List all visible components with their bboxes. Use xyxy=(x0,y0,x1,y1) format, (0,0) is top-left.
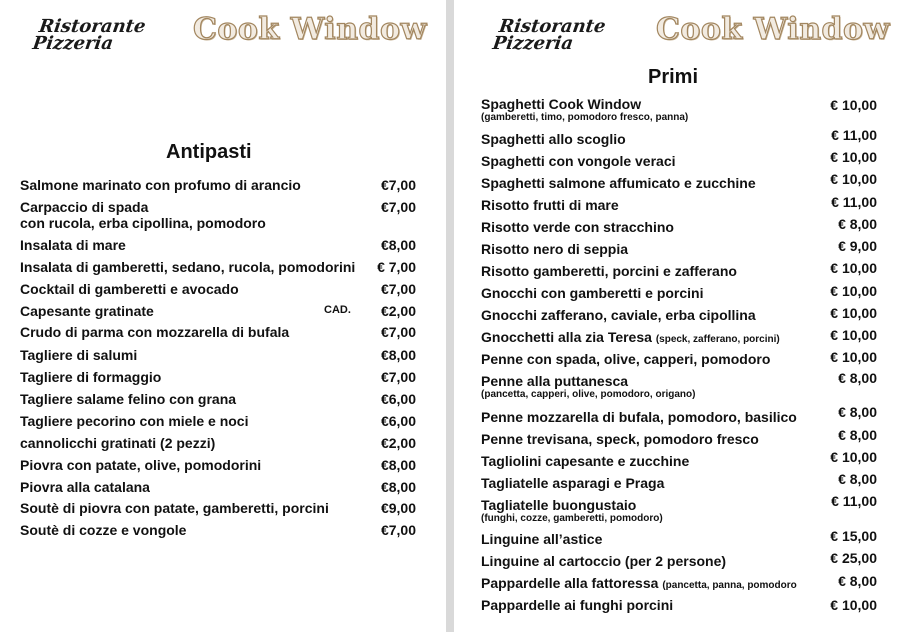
antipasti-item xyxy=(20,435,215,451)
dish-ingredients: (pancetta, panna, pomodoro xyxy=(662,580,797,591)
dish-name: cannolicchi gratinati (2 pezzi) xyxy=(20,435,216,451)
primi-item xyxy=(481,531,602,547)
primi-item xyxy=(481,373,695,401)
primi-item xyxy=(481,131,626,147)
antipasti-item xyxy=(20,522,186,538)
primi-item xyxy=(481,175,756,191)
primi-item xyxy=(481,475,664,491)
antipasti-item xyxy=(20,259,355,275)
dish-name: Tagliere salame felino con grana xyxy=(20,391,237,407)
dish-name: Spaghetti salmone affumicato e zucchine xyxy=(481,175,756,191)
dish-name: Pappardelle alla fattoressa xyxy=(481,575,659,591)
dish-name: Gnocchetti alla zia Teresa xyxy=(481,329,652,345)
primi-item xyxy=(481,285,703,301)
dish-ingredients: (pancetta, capperi, olive, pomodoro, origano) xyxy=(481,389,696,400)
dish-price: € 25,00 xyxy=(830,550,877,566)
primi-item xyxy=(481,351,770,367)
dish-name: Risotto verde con stracchino xyxy=(481,219,674,235)
dish-price: € 10,00 xyxy=(830,149,877,165)
primi-item xyxy=(481,307,756,323)
dish-price: €8,00 xyxy=(380,237,416,253)
antipasti-item xyxy=(20,391,236,407)
dish-name: Salmone marinato con profumo di arancio xyxy=(20,177,301,193)
menu-page-antipasti xyxy=(0,0,446,632)
dish-price: €7,00 xyxy=(380,281,416,297)
dish-name: Insalata di gamberetti, sedano, rucola, pomodorini xyxy=(20,259,356,275)
dish-name: Tagliatelle buongustaio xyxy=(481,497,637,513)
dish-price: €8,00 xyxy=(380,457,416,473)
dish-price: € 10,00 xyxy=(830,97,877,113)
dish-price: € 8,00 xyxy=(838,216,877,232)
primi-item xyxy=(481,553,726,569)
dish-name: Carpaccio di spada xyxy=(20,199,149,215)
dish-name: Tagliolini capesante e zucchine xyxy=(481,453,690,469)
dish-price: €2,00 xyxy=(380,435,416,451)
dish-price: €7,00 xyxy=(380,177,416,193)
dish-ingredients: (gamberetti, timo, pomodoro fresco, panna) xyxy=(481,112,689,123)
primi-item xyxy=(481,96,688,124)
brand-logo: Cook Window xyxy=(193,12,427,47)
section-title-antipasti: Antipasti xyxy=(166,141,252,163)
dish-price: €2,00 xyxy=(380,303,416,319)
dish-price: € 8,00 xyxy=(838,370,877,386)
brand-logo: Cook Window xyxy=(656,12,890,47)
dish-name: Tagliere pecorino con miele e noci xyxy=(20,413,249,429)
dish-price: € 11,00 xyxy=(831,493,877,509)
primi-item xyxy=(481,597,673,613)
dish-name: Risotto frutti di mare xyxy=(481,197,619,213)
dish-name: Insalata di mare xyxy=(20,237,126,253)
antipasti-item xyxy=(20,177,301,193)
dish-price: € 10,00 xyxy=(830,449,877,465)
dish-name: Spaghetti Cook Window xyxy=(481,96,642,112)
dish-name: Linguine all’astice xyxy=(481,531,603,547)
dish-price: € 10,00 xyxy=(830,305,877,321)
primi-item xyxy=(481,431,759,447)
section-title-primi: Primi xyxy=(648,66,699,88)
dish-price: € 10,00 xyxy=(830,171,877,187)
dish-name: Gnocchi con gamberetti e porcini xyxy=(481,285,704,301)
dish-name: Capesante gratinate xyxy=(20,303,154,319)
dish-name: Piovra con patate, olive, pomodorini xyxy=(20,457,262,473)
dish-price: € 8,00 xyxy=(838,427,877,443)
dish-name: Pappardelle ai funghi porcini xyxy=(481,597,674,613)
dish-price: € 8,00 xyxy=(838,471,877,487)
dish-name: Crudo di parma con mozzarella di bufala xyxy=(20,324,290,340)
dish-price: €9,00 xyxy=(380,500,416,516)
primi-item xyxy=(481,329,780,348)
antipasti-item xyxy=(20,500,329,516)
primi-item xyxy=(481,197,619,213)
dish-name: Piovra alla catalana xyxy=(20,479,150,495)
antipasti-item xyxy=(20,199,266,231)
dish-name: Tagliatelle asparagi e Praga xyxy=(481,475,665,491)
dish-price: €8,00 xyxy=(380,347,416,363)
dish-ingredients: (speck, zafferano, porcini) xyxy=(655,334,780,345)
dish-price: € 10,00 xyxy=(830,260,877,276)
primi-item xyxy=(481,497,663,525)
dish-price: €7,00 xyxy=(380,324,416,340)
antipasti-item xyxy=(20,369,161,385)
dish-price: €8,00 xyxy=(380,479,416,495)
dish-price: €7,00 xyxy=(380,369,416,385)
dish-name: Tagliere di formaggio xyxy=(20,369,162,385)
dish-price: €6,00 xyxy=(380,413,416,429)
dish-name: Spaghetti con vongole veraci xyxy=(481,153,676,169)
dish-price: € 15,00 xyxy=(830,528,877,544)
dish-price: € 7,00 xyxy=(377,259,416,275)
dish-price: € 10,00 xyxy=(830,327,877,343)
dish-name: Soutè di cozze e vongole xyxy=(20,522,187,538)
dish-name: Spaghetti allo scoglio xyxy=(481,131,626,147)
dish-name: Tagliere di salumi xyxy=(20,347,138,363)
dish-price: € 8,00 xyxy=(838,573,877,589)
dish-price: € 10,00 xyxy=(830,349,877,365)
dish-name: Cocktail di gamberetti e avocado xyxy=(20,281,239,297)
primi-item xyxy=(481,153,676,169)
primi-item xyxy=(481,263,737,279)
dish-name: Penne trevisana, speck, pomodoro fresco xyxy=(481,431,759,447)
dish-price: € 9,00 xyxy=(838,238,877,254)
dish-name: Penne con spada, olive, capperi, pomodoro xyxy=(481,351,771,367)
dish-price: €7,00 xyxy=(380,199,416,215)
antipasti-item xyxy=(20,237,126,253)
menu-page-primi xyxy=(454,0,900,632)
antipasti-item xyxy=(20,324,289,340)
dish-price: €6,00 xyxy=(380,391,416,407)
dish-price: €7,00 xyxy=(380,522,416,538)
restaurant-name: Ristorante Pizzeria xyxy=(31,16,147,54)
dish-name: Penne mozzarella di bufala, pomodoro, basilico xyxy=(481,409,797,425)
dish-price: € 10,00 xyxy=(830,597,877,613)
dish-name: Risotto nero di seppia xyxy=(481,241,629,257)
primi-item xyxy=(481,575,797,594)
antipasti-item xyxy=(20,281,239,297)
dish-price: € 11,00 xyxy=(831,194,877,210)
dish-price: € 11,00 xyxy=(831,127,877,143)
primi-item xyxy=(481,219,674,235)
antipasti-item xyxy=(20,303,154,319)
dish-name: Risotto gamberetti, porcini e zafferano xyxy=(481,263,737,279)
primi-item xyxy=(481,241,628,257)
dish-name: Linguine al cartoccio (per 2 persone) xyxy=(481,553,727,569)
antipasti-item xyxy=(20,413,248,429)
dish-name: Penne alla puttanesca xyxy=(481,373,629,389)
dish-price: € 10,00 xyxy=(830,283,877,299)
primi-item xyxy=(481,409,797,425)
antipasti-item xyxy=(20,347,137,363)
dish-ingredients: (funghi, cozze, gamberetti, pomodoro) xyxy=(481,513,663,524)
dish-price: € 8,00 xyxy=(838,404,877,420)
dish-name: Soutè di piovra con patate, gamberetti, porcini xyxy=(20,500,329,516)
restaurant-name: Ristorante Pizzeria xyxy=(491,16,607,54)
primi-item xyxy=(481,453,689,469)
cad-label: CAD. xyxy=(324,304,351,316)
antipasti-item xyxy=(20,457,261,473)
antipasti-item xyxy=(20,479,150,495)
dish-name: Gnocchi zafferano, caviale, erba cipollina xyxy=(481,307,756,323)
dish-description: con rucola, erba cipollina, pomodoro xyxy=(20,215,266,231)
